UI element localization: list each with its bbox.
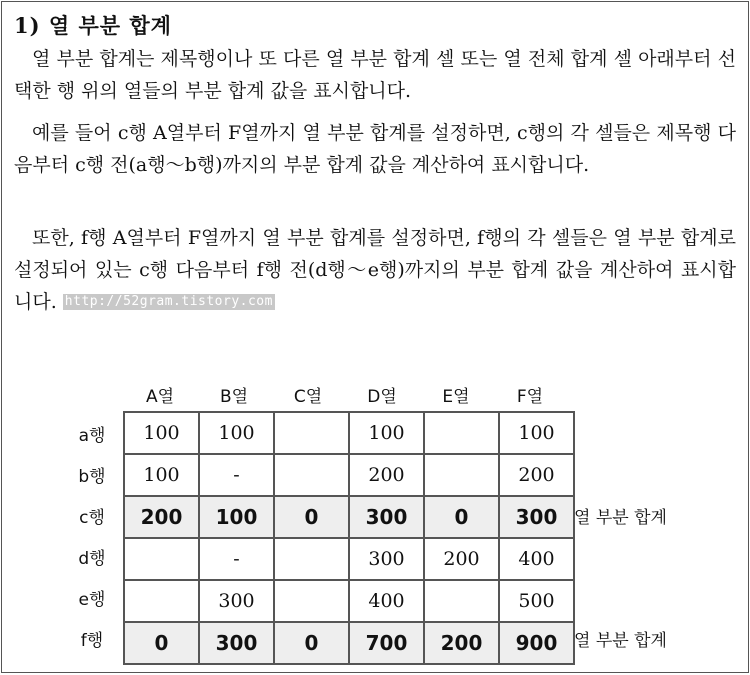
table-row	[124, 580, 574, 622]
table-cell	[424, 580, 499, 622]
paragraph-1	[14, 43, 736, 107]
watermark-url: http://52gram.tistory.com	[64, 294, 273, 309]
table-cell	[274, 580, 349, 622]
paragraph-3	[14, 222, 736, 318]
table-cell: 500	[499, 580, 574, 622]
table-cell: 400	[349, 580, 424, 622]
table-cell	[274, 454, 349, 496]
column-header-f: F열	[516, 387, 544, 407]
table-cell: 200	[124, 496, 199, 538]
subtotal-table	[123, 411, 575, 665]
table-cell	[274, 538, 349, 580]
table-cell: 300	[199, 622, 274, 664]
table-cell	[124, 538, 199, 580]
table-row	[124, 454, 574, 496]
table-cell: 200	[499, 454, 574, 496]
table-cell	[424, 412, 499, 454]
paragraph-3-text: 또한, f행 A열부터 F열까지 열 부분 합계를 설정하면, f행의 각 셀들은 열 부분 합계로 설정되어 있는 c행 다음부터 f행 전(d행～e행)까지의 부분 합계 값을 계산하여 표시합니다.	[14, 227, 736, 313]
subtotal-row	[124, 496, 574, 538]
table-cell: 200	[424, 538, 499, 580]
table-cell: 100	[349, 412, 424, 454]
column-header-a: A열	[145, 387, 175, 407]
table-cell	[274, 412, 349, 454]
table-cell: 100	[124, 454, 199, 496]
table-cell: -	[199, 538, 274, 580]
paragraph-1-text: 열 부분 합계는 제목행이나 또 다른 열 부분 합계 셀 또는 열 전체 합계 셀 아래부터 선택한 행 위의 열들의 부분 합계 값을 표시합니다.	[14, 48, 736, 102]
table-cell: 100	[124, 412, 199, 454]
table-cell: 900	[499, 622, 574, 664]
table-cell: 300	[349, 496, 424, 538]
column-header-b: B열	[219, 387, 249, 407]
table-cell: 400	[499, 538, 574, 580]
paragraph-2-text: 예를 들어 c행 A열부터 F열까지 열 부분 합계를 설정하면, c행의 각 셀들은 제목행 다음부터 c행 전(a행～b행)까지의 부분 합계 값을 계산하여 표시합니다.	[14, 122, 736, 176]
table-cell: 300	[199, 580, 274, 622]
row-label-b: b행	[78, 467, 106, 487]
table-cell: -	[199, 454, 274, 496]
row-label-a: a행	[78, 426, 106, 446]
table-cell: 100	[499, 412, 574, 454]
table-cell: 700	[349, 622, 424, 664]
table-cell	[424, 454, 499, 496]
column-header-e: E열	[442, 387, 470, 407]
table-cell: 0	[274, 496, 349, 538]
table-row	[124, 412, 574, 454]
table-cell: 0	[124, 622, 199, 664]
table-cell: 300	[349, 538, 424, 580]
column-header-c: C열	[293, 387, 323, 407]
subtotal-note-c: 열 부분 합계	[574, 508, 667, 528]
row-label-e: e행	[78, 590, 106, 610]
table-cell	[124, 580, 199, 622]
table-cell: 200	[424, 622, 499, 664]
section-heading: 1) 열 부분 합계	[14, 13, 172, 38]
table-cell: 100	[199, 412, 274, 454]
document-page	[1, 1, 749, 673]
table-cell: 0	[424, 496, 499, 538]
table-row	[124, 538, 574, 580]
table-cell: 200	[349, 454, 424, 496]
table-cell: 100	[199, 496, 274, 538]
row-label-f: f행	[80, 631, 104, 651]
row-label-c: c행	[79, 508, 105, 528]
column-header-d: D열	[367, 387, 397, 407]
table-cell: 0	[274, 622, 349, 664]
subtotal-note-f: 열 부분 합계	[574, 631, 667, 651]
subtotal-row	[124, 622, 574, 664]
paragraph-2	[14, 117, 736, 181]
table-cell: 300	[499, 496, 574, 538]
row-label-d: d행	[78, 549, 106, 569]
